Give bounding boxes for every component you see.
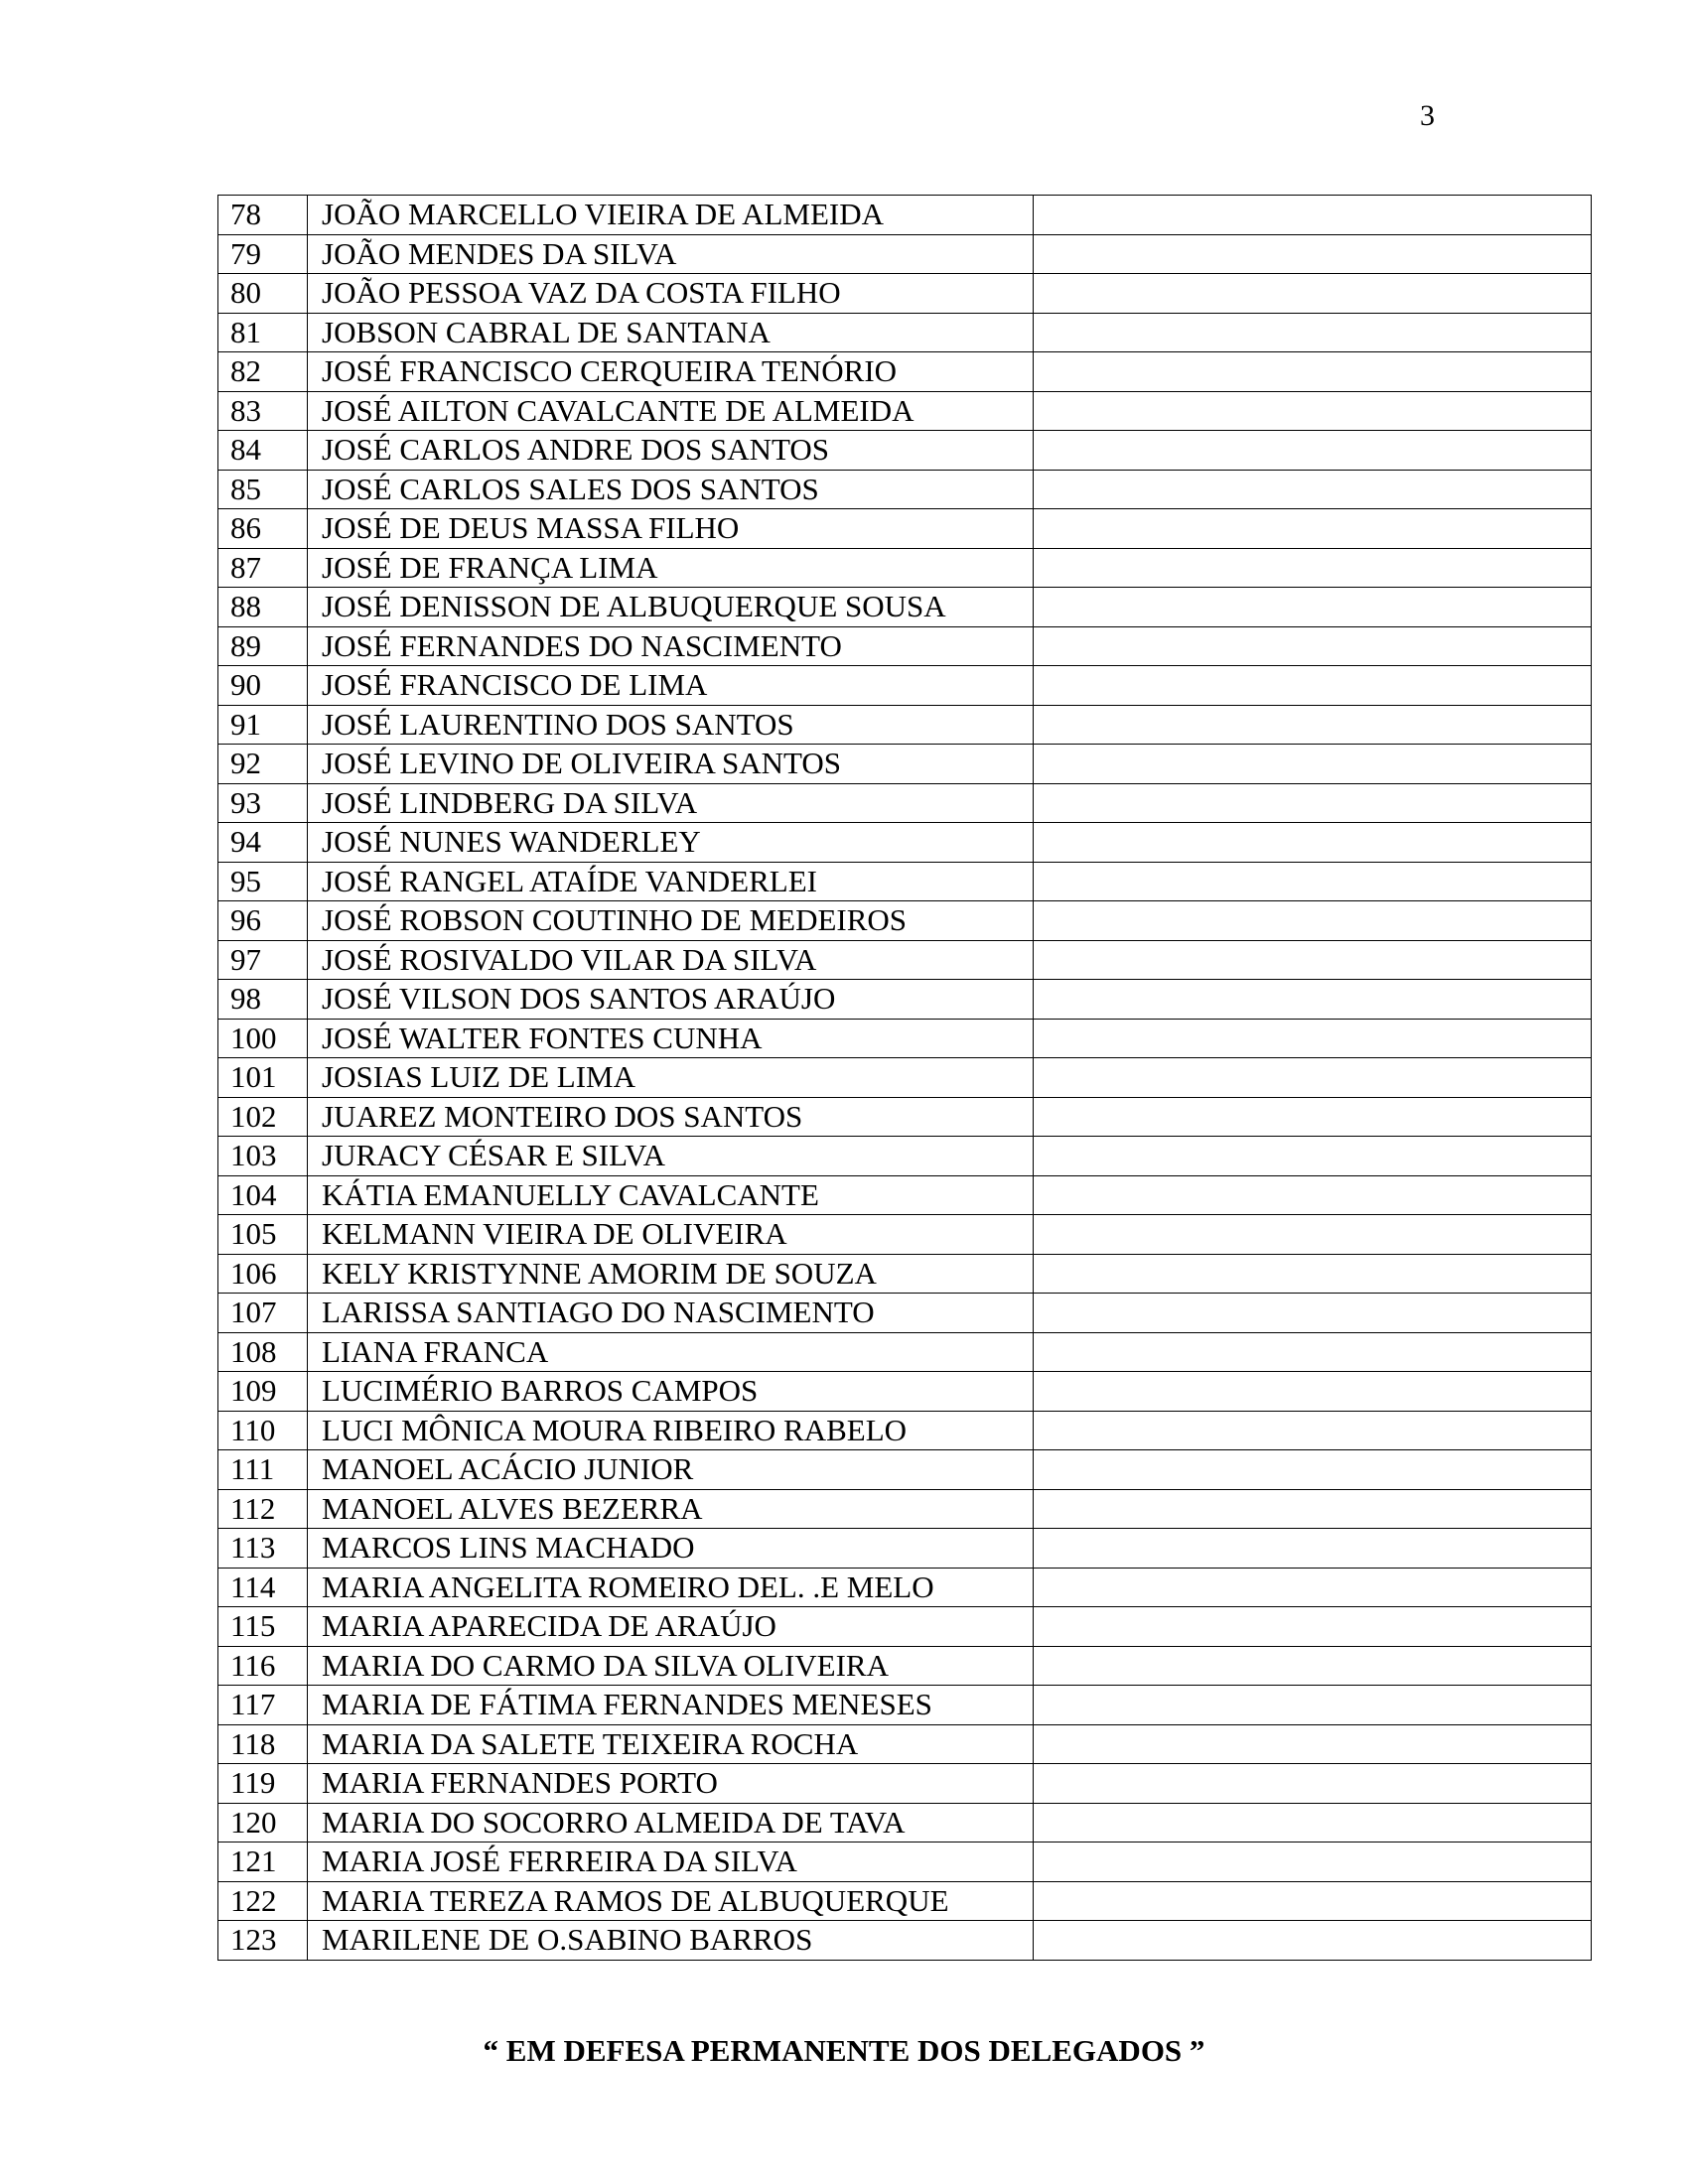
table-row — [218, 1137, 1592, 1176]
row-number-cell: 121 — [218, 1843, 308, 1882]
table-row — [218, 745, 1592, 784]
blank-cell — [1034, 431, 1592, 471]
table-row — [218, 1568, 1592, 1607]
row-number-cell: 123 — [218, 1921, 308, 1961]
row-number-cell: 82 — [218, 352, 308, 392]
delegate-name-cell: LARISSA SANTIAGO DO NASCIMENTO — [308, 1294, 1034, 1333]
row-number-cell: 84 — [218, 431, 308, 471]
row-number-cell: 87 — [218, 548, 308, 588]
table-row — [218, 548, 1592, 588]
table-row — [218, 666, 1592, 706]
blank-cell — [1034, 1411, 1592, 1450]
delegate-name-cell: JOSÉ FERNANDES DO NASCIMENTO — [308, 626, 1034, 666]
table-row — [218, 940, 1592, 980]
table-row — [218, 901, 1592, 941]
row-number-cell: 122 — [218, 1881, 308, 1921]
blank-cell — [1034, 1019, 1592, 1058]
delegate-name-cell: MANOEL ALVES BEZERRA — [308, 1489, 1034, 1529]
row-number-cell: 89 — [218, 626, 308, 666]
delegate-name-cell: KELY KRISTYNNE AMORIM DE SOUZA — [308, 1254, 1034, 1294]
row-number-cell: 104 — [218, 1175, 308, 1215]
delegate-name-cell: JOSÉ LINDBERG DA SILVA — [308, 783, 1034, 823]
table-row — [218, 862, 1592, 901]
row-number-cell: 86 — [218, 509, 308, 549]
delegate-name-cell: JOSÉ NUNES WANDERLEY — [308, 823, 1034, 863]
delegate-name-cell: JURACY CÉSAR E SILVA — [308, 1137, 1034, 1176]
table-row — [218, 1646, 1592, 1686]
row-number-cell: 105 — [218, 1215, 308, 1255]
delegate-name-cell: MARIA DE FÁTIMA FERNANDES MENESES — [308, 1686, 1034, 1725]
blank-cell — [1034, 1607, 1592, 1647]
row-number-cell: 115 — [218, 1607, 308, 1647]
blank-cell — [1034, 1215, 1592, 1255]
table-row — [218, 588, 1592, 627]
row-number-cell: 109 — [218, 1372, 308, 1412]
table-row — [218, 1489, 1592, 1529]
blank-cell — [1034, 705, 1592, 745]
table-row — [218, 274, 1592, 314]
delegate-name-cell: MANOEL ACÁCIO JUNIOR — [308, 1450, 1034, 1490]
blank-cell — [1034, 1646, 1592, 1686]
delegate-name-cell: JOSÉ ROBSON COUTINHO DE MEDEIROS — [308, 901, 1034, 941]
row-number-cell: 81 — [218, 313, 308, 352]
table-row — [218, 1175, 1592, 1215]
blank-cell — [1034, 1568, 1592, 1607]
table-row — [218, 1411, 1592, 1450]
delegate-name-cell: JOSÉ FRANCISCO DE LIMA — [308, 666, 1034, 706]
delegate-name-cell: LIANA FRANCA — [308, 1332, 1034, 1372]
blank-cell — [1034, 1803, 1592, 1843]
delegate-name-cell: MARIA DA SALETE TEIXEIRA ROCHA — [308, 1724, 1034, 1764]
row-number-cell: 80 — [218, 274, 308, 314]
blank-cell — [1034, 470, 1592, 509]
table-row — [218, 1019, 1592, 1058]
blank-cell — [1034, 588, 1592, 627]
delegate-name-cell: JOSÉ VILSON DOS SANTOS ARAÚJO — [308, 980, 1034, 1020]
row-number-cell: 91 — [218, 705, 308, 745]
table-row — [218, 391, 1592, 431]
delegate-name-cell: JOBSON CABRAL DE SANTANA — [308, 313, 1034, 352]
blank-cell — [1034, 666, 1592, 706]
delegate-name-cell: JOÃO PESSOA VAZ DA COSTA FILHO — [308, 274, 1034, 314]
delegate-name-cell: MARIA DO CARMO DA SILVA OLIVEIRA — [308, 1646, 1034, 1686]
row-number-cell: 79 — [218, 234, 308, 274]
delegate-name-cell: JOSÉ LAURENTINO DOS SANTOS — [308, 705, 1034, 745]
row-number-cell: 110 — [218, 1411, 308, 1450]
delegate-name-cell: JOSÉ CARLOS ANDRE DOS SANTOS — [308, 431, 1034, 471]
row-number-cell: 94 — [218, 823, 308, 863]
blank-cell — [1034, 1450, 1592, 1490]
delegate-name-cell: JOSÉ DE DEUS MASSA FILHO — [308, 509, 1034, 549]
row-number-cell: 78 — [218, 196, 308, 235]
table-row — [218, 431, 1592, 471]
delegate-name-cell: MARIA FERNANDES PORTO — [308, 1764, 1034, 1804]
blank-cell — [1034, 1254, 1592, 1294]
blank-cell — [1034, 1294, 1592, 1333]
delegate-name-cell: JOÃO MARCELLO VIEIRA DE ALMEIDA — [308, 196, 1034, 235]
delegates-table-body — [218, 196, 1592, 1961]
row-number-cell: 118 — [218, 1724, 308, 1764]
delegate-name-cell: MARIA APARECIDA DE ARAÚJO — [308, 1607, 1034, 1647]
delegate-name-cell: MARIA DO SOCORRO ALMEIDA DE TAVA — [308, 1803, 1034, 1843]
row-number-cell: 116 — [218, 1646, 308, 1686]
delegate-name-cell: JOSIAS LUIZ DE LIMA — [308, 1058, 1034, 1098]
blank-cell — [1034, 1881, 1592, 1921]
table-row — [218, 1843, 1592, 1882]
table-row — [218, 1372, 1592, 1412]
row-number-cell: 102 — [218, 1097, 308, 1137]
blank-cell — [1034, 1332, 1592, 1372]
delegate-name-cell: MARIA TEREZA RAMOS DE ALBUQUERQUE — [308, 1881, 1034, 1921]
row-number-cell: 119 — [218, 1764, 308, 1804]
table-row — [218, 1764, 1592, 1804]
page-number: 3 — [1420, 99, 1435, 132]
blank-cell — [1034, 1137, 1592, 1176]
blank-cell — [1034, 548, 1592, 588]
row-number-cell: 113 — [218, 1529, 308, 1569]
blank-cell — [1034, 745, 1592, 784]
delegate-name-cell: JOSÉ CARLOS SALES DOS SANTOS — [308, 470, 1034, 509]
table-row — [218, 1803, 1592, 1843]
blank-cell — [1034, 1058, 1592, 1098]
blank-cell — [1034, 1921, 1592, 1961]
row-number-cell: 101 — [218, 1058, 308, 1098]
table-row — [218, 509, 1592, 549]
table-row — [218, 1215, 1592, 1255]
table-row — [218, 1686, 1592, 1725]
blank-cell — [1034, 509, 1592, 549]
blank-cell — [1034, 234, 1592, 274]
table-row — [218, 1921, 1592, 1961]
row-number-cell: 111 — [218, 1450, 308, 1490]
table-row — [218, 352, 1592, 392]
row-number-cell: 92 — [218, 745, 308, 784]
table-row — [218, 1332, 1592, 1372]
row-number-cell: 88 — [218, 588, 308, 627]
blank-cell — [1034, 823, 1592, 863]
row-number-cell: 103 — [218, 1137, 308, 1176]
delegate-name-cell: JOSÉ FRANCISCO CERQUEIRA TENÓRIO — [308, 352, 1034, 392]
table-row — [218, 1881, 1592, 1921]
table-row — [218, 1254, 1592, 1294]
blank-cell — [1034, 1529, 1592, 1569]
row-number-cell: 83 — [218, 391, 308, 431]
table-row — [218, 1450, 1592, 1490]
row-number-cell: 98 — [218, 980, 308, 1020]
row-number-cell: 112 — [218, 1489, 308, 1529]
delegate-name-cell: JOSÉ DENISSON DE ALBUQUERQUE SOUSA — [308, 588, 1034, 627]
row-number-cell: 117 — [218, 1686, 308, 1725]
delegate-name-cell: KÁTIA EMANUELLY CAVALCANTE — [308, 1175, 1034, 1215]
row-number-cell: 90 — [218, 666, 308, 706]
row-number-cell: 93 — [218, 783, 308, 823]
table-row — [218, 196, 1592, 235]
delegate-name-cell: MARCOS LINS MACHADO — [308, 1529, 1034, 1569]
table-row — [218, 1724, 1592, 1764]
delegate-name-cell: JUAREZ MONTEIRO DOS SANTOS — [308, 1097, 1034, 1137]
table-row — [218, 313, 1592, 352]
blank-cell — [1034, 391, 1592, 431]
delegate-name-cell: LUCIMÉRIO BARROS CAMPOS — [308, 1372, 1034, 1412]
delegate-name-cell: JOÃO MENDES DA SILVA — [308, 234, 1034, 274]
blank-cell — [1034, 626, 1592, 666]
delegate-name-cell: MARIA JOSÉ FERREIRA DA SILVA — [308, 1843, 1034, 1882]
delegate-name-cell: JOSÉ RANGEL ATAÍDE VANDERLEI — [308, 862, 1034, 901]
table-row — [218, 980, 1592, 1020]
delegate-name-cell: JOSÉ LEVINO DE OLIVEIRA SANTOS — [308, 745, 1034, 784]
table-row — [218, 1058, 1592, 1098]
blank-cell — [1034, 980, 1592, 1020]
delegate-name-cell: JOSÉ AILTON CAVALCANTE DE ALMEIDA — [308, 391, 1034, 431]
delegate-name-cell: MARIA ANGELITA ROMEIRO DEL. .E MELO — [308, 1568, 1034, 1607]
row-number-cell: 95 — [218, 862, 308, 901]
table-row — [218, 1607, 1592, 1647]
delegates-table — [217, 195, 1592, 1961]
table-row — [218, 705, 1592, 745]
row-number-cell: 100 — [218, 1019, 308, 1058]
delegate-name-cell: JOSÉ DE FRANÇA LIMA — [308, 548, 1034, 588]
blank-cell — [1034, 1843, 1592, 1882]
blank-cell — [1034, 940, 1592, 980]
table-row — [218, 783, 1592, 823]
row-number-cell: 106 — [218, 1254, 308, 1294]
blank-cell — [1034, 352, 1592, 392]
table-row — [218, 1097, 1592, 1137]
table-row — [218, 470, 1592, 509]
delegate-name-cell: JOSÉ ROSIVALDO VILAR DA SILVA — [308, 940, 1034, 980]
delegate-name-cell: JOSÉ WALTER FONTES CUNHA — [308, 1019, 1034, 1058]
table-row — [218, 626, 1592, 666]
table-row — [218, 1294, 1592, 1333]
blank-cell — [1034, 1686, 1592, 1725]
blank-cell — [1034, 196, 1592, 235]
footer-slogan: “ EM DEFESA PERMANENTE DOS DELEGADOS ” — [483, 2033, 1205, 2068]
blank-cell — [1034, 1489, 1592, 1529]
delegate-name-cell: MARILENE DE O.SABINO BARROS — [308, 1921, 1034, 1961]
blank-cell — [1034, 783, 1592, 823]
blank-cell — [1034, 862, 1592, 901]
blank-cell — [1034, 1097, 1592, 1137]
table-row — [218, 823, 1592, 863]
blank-cell — [1034, 1764, 1592, 1804]
blank-cell — [1034, 1175, 1592, 1215]
delegate-name-cell: LUCI MÔNICA MOURA RIBEIRO RABELO — [308, 1411, 1034, 1450]
row-number-cell: 120 — [218, 1803, 308, 1843]
row-number-cell: 85 — [218, 470, 308, 509]
blank-cell — [1034, 901, 1592, 941]
table-row — [218, 1529, 1592, 1569]
row-number-cell: 97 — [218, 940, 308, 980]
row-number-cell: 96 — [218, 901, 308, 941]
row-number-cell: 108 — [218, 1332, 308, 1372]
blank-cell — [1034, 1724, 1592, 1764]
row-number-cell: 107 — [218, 1294, 308, 1333]
blank-cell — [1034, 1372, 1592, 1412]
table-row — [218, 234, 1592, 274]
blank-cell — [1034, 274, 1592, 314]
delegate-name-cell: KELMANN VIEIRA DE OLIVEIRA — [308, 1215, 1034, 1255]
row-number-cell: 114 — [218, 1568, 308, 1607]
blank-cell — [1034, 313, 1592, 352]
